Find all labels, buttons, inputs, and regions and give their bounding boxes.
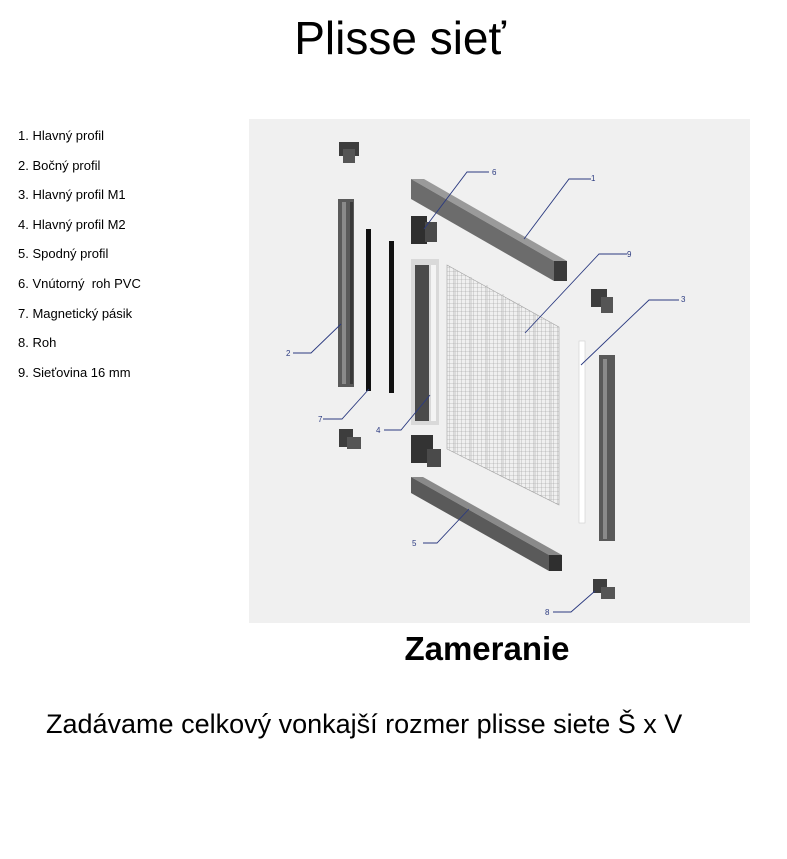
corner-piece-right [591, 289, 613, 313]
callout-label-6: 6 [492, 168, 497, 177]
parts-list [18, 126, 141, 392]
parts-list-item: 4. Hlavný profil M2 [18, 216, 126, 232]
pleated-mesh [447, 265, 559, 505]
callout-label-4: 4 [376, 426, 381, 435]
main-profile-m2 [411, 259, 439, 425]
callout-label-5: 5 [412, 539, 417, 548]
callout-label-3: 3 [681, 295, 686, 304]
description-text: Zadávame celkový vonkajší rozmer plisse siete Š x V [46, 709, 683, 739]
section-heading: Zameranie [404, 630, 570, 667]
page-title: Plisse sieť [294, 12, 506, 64]
parts-list-item: 2. Bočný profil [18, 157, 101, 173]
parts-list-item: 3. Hlavný profil M1 [18, 187, 126, 203]
main-profile-m1 [599, 355, 615, 541]
magnetic-strip [389, 241, 394, 393]
corner-piece-8 [593, 579, 615, 599]
side-profile [338, 199, 354, 387]
white-strip [579, 341, 585, 523]
parts-list-item: 5. Spodný profil [18, 246, 109, 262]
callout-label-2: 2 [286, 349, 291, 358]
callout-label-8: 8 [545, 608, 550, 617]
parts-list-item: 1. Hlavný profil [18, 128, 104, 143]
inner-corner-pvc [411, 216, 437, 244]
parts-list-item: 8. Roh [18, 335, 57, 351]
exploded-diagram [249, 119, 750, 623]
callout-label-1: 1 [591, 174, 596, 183]
exploded-diagram-svg [249, 119, 750, 623]
callout-label-7: 7 [318, 415, 323, 424]
corner-piece-mid [411, 435, 441, 467]
parts-list-item: 7. Magnetický pásik [18, 305, 133, 321]
corner-piece-top [339, 142, 359, 163]
callout-label-9: 9 [627, 250, 632, 259]
magnetic-strip [366, 229, 371, 391]
parts-list-item: 9. Sieťovina 16 mm [18, 364, 131, 380]
corner-piece-bottom [339, 429, 361, 449]
parts-list-item: 6. Vnútorný roh PVC [18, 275, 141, 291]
